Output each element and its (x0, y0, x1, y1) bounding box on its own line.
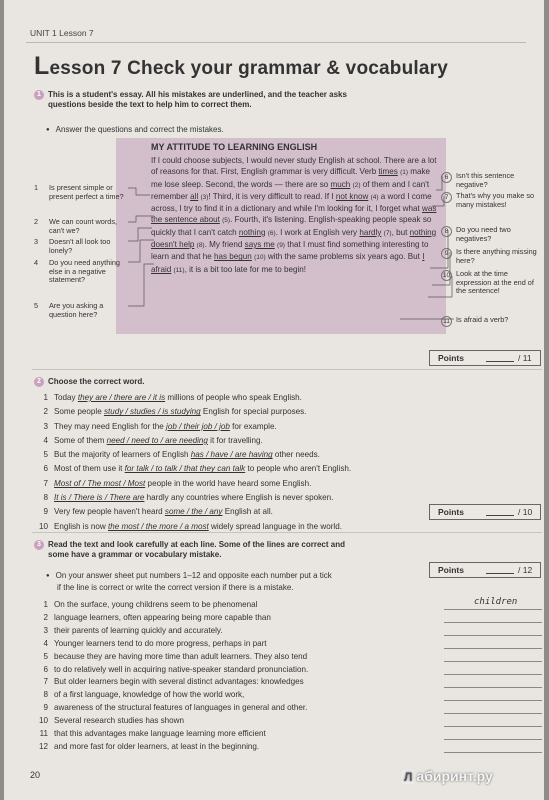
essay-body: If I could choose subjects, I would never study English at school. There are a lot of reasons for that. First, English grammar is very difficult. Verb times (1) make me lose sleep. Second, the words — there are so much (2) of them and I can't remember all (3)! Third, it is very difficult to read. If I not know (4) a word I come across, I try to find it in a dictionary and while I'm looking for it, I forget what was the sentence about (5). Fourth, it's listening. English-speaking people speak so quickly that I can't catch nothing (6). I work at English very hardly (7), but nothing doesn't help (8). My friend says me (9) that I must find something interesting to learn and that he has begun (10) with the same problems six years ago. But I afraid (11), it is a bit too late for me to begin! (151, 156, 437, 274)
ex2-item: 9 Very few people haven't heard some / the / any English at all. (43, 507, 273, 517)
answer-line-1[interactable] (444, 609, 542, 610)
ex2-instruction: 2 Choose the correct word. (34, 377, 144, 387)
ex3-line: 9 awareness of the structural features of languages in general and other. (43, 703, 308, 713)
ex2-item: 4 Some of them need / need to / are needing it for travelling. (43, 435, 263, 445)
left-question-3: 3 Doesn't all look too lonely? (34, 237, 111, 255)
answer-line-10[interactable] (444, 726, 542, 727)
separator-1 (32, 369, 542, 370)
ex3-instruction: 3 Read the text and look carefully at each line. Some of the lines are correct and some have a grammar or vocabulary mistake. (34, 540, 345, 560)
ex3-line: 10 Several research studies has shown (38, 716, 185, 726)
ex3-line: 12 and more fast for older learners, at least in the beginning. (38, 741, 260, 751)
ex1-instruction: 1 This is a student's essay. All his mistakes are underlined, and the teacher asks questions beside the text to help him to correct them. (34, 90, 347, 110)
ex2-points-blank[interactable] (486, 515, 514, 516)
answer-line-12[interactable] (444, 752, 542, 753)
page-number: 20 (30, 770, 41, 780)
answer-line-6[interactable] (444, 674, 542, 675)
answer-line-8[interactable] (444, 700, 542, 701)
ex3-line: 11 that this advantages make language learning more efficient (39, 729, 266, 739)
ex3-line: 3 their parents of learning quickly and accurately. (43, 625, 223, 635)
right-question-7: 7 That's why you make so many mistakes! (441, 192, 541, 209)
ex3-line: 5 because they are having more time than adult learners. They also tend (43, 651, 308, 661)
ex2-item: 3 They may need English for the job / their job / job for example. (43, 421, 277, 431)
ex2-item: 7 Most of / The most / Most people in the world have heard some English. (43, 478, 312, 488)
textbook-page (4, 0, 544, 800)
right-question-9: 9 Is there anything missing here? (441, 248, 541, 265)
ex3-line: 7 But older learners begin with several distinct advantages: knowledges (43, 677, 304, 687)
right-question-8: 8 Do you need two negatives? (441, 226, 541, 243)
answer-line-2[interactable] (444, 622, 542, 623)
answer-line-7[interactable] (444, 687, 542, 688)
ex1-bullet: ● Answer the questions and correct the mistakes. (46, 125, 224, 134)
answer-line-11[interactable] (444, 739, 542, 740)
ex3-line: 4 Younger learners tend to do more progress, perhaps in part (43, 638, 267, 648)
ex3-points-box: Points / 12 (429, 562, 541, 578)
ex2-item: 2 Some people study / studies / is studying English for special purposes. (43, 407, 307, 417)
left-question-5: 5 Are you asking a question here? (34, 301, 104, 319)
left-question-4: 4 Do you need anything else in a negative statement? (34, 258, 120, 285)
answer-line-9[interactable] (444, 713, 542, 714)
left-question-1: 1 Is present simple or present perfect a time? (34, 183, 124, 201)
page-title: Lesson 7 Check your grammar & vocabulary (34, 52, 448, 80)
left-question-2: 2 We can count words, can't we? (34, 217, 118, 235)
ex3-line: 8 of a first language, knowledge of how the world work, (43, 690, 245, 700)
answer-line-3[interactable] (444, 635, 542, 636)
answer-line-4[interactable] (444, 648, 542, 649)
ex2-points-box: Points / 10 (429, 504, 541, 520)
ex2-item: 10 English is now the most / the more / a most widely spread language in the world. (38, 521, 342, 531)
ex2-item: 5 But the majority of learners of English has / have / are having other needs. (43, 450, 320, 460)
unit-label: UNIT 1 (30, 28, 57, 38)
watermark-logo: Л абиринт.ру (404, 768, 493, 784)
ex1-points-box: Points / 11 (429, 350, 541, 366)
right-question-11: 11 Is afraid a verb? (441, 316, 541, 325)
essay-title: MY ATTITUDE TO LEARNING ENGLISH (151, 142, 318, 152)
ex3-line: 1 On the surface, young childrens seem to be phenomenal (43, 600, 258, 609)
ex2-item: 6 Most of them use it for talk / to talk / that they can talk to people who aren't English. (43, 464, 352, 474)
separator-2 (32, 532, 542, 533)
ex2-item: 1 Today they are / there are / it is millions of people who speak English. (43, 393, 302, 402)
handwritten-answer-1: children (474, 597, 518, 607)
ex3-bullet: ● On your answer sheet put numbers 1–12 and opposite each number put a tick if the line is correct or write the correct version if there is a mistake. (46, 570, 332, 593)
lesson-label: Lesson 7 (59, 28, 94, 38)
ex2-list (34, 391, 351, 534)
answer-line-5[interactable] (444, 661, 542, 662)
ex1-points-blank[interactable] (486, 361, 514, 362)
ex3-line: 6 to do relatively well in acquiring native-speaker standard pronunciation. (43, 664, 309, 674)
ex3-points-blank[interactable] (486, 573, 514, 574)
right-question-6: 6 Isn't this sentence negative? (441, 172, 541, 189)
ex3-list (34, 599, 308, 754)
ex3-line: 2 language learners, often appearing being more capable than (43, 612, 271, 622)
right-question-10: 10 Look at the time expression at the end of the sentence! (442, 269, 534, 296)
ex2-item: 8 It is / There is / There are hardly any countries where English is never spoken. (43, 493, 334, 503)
